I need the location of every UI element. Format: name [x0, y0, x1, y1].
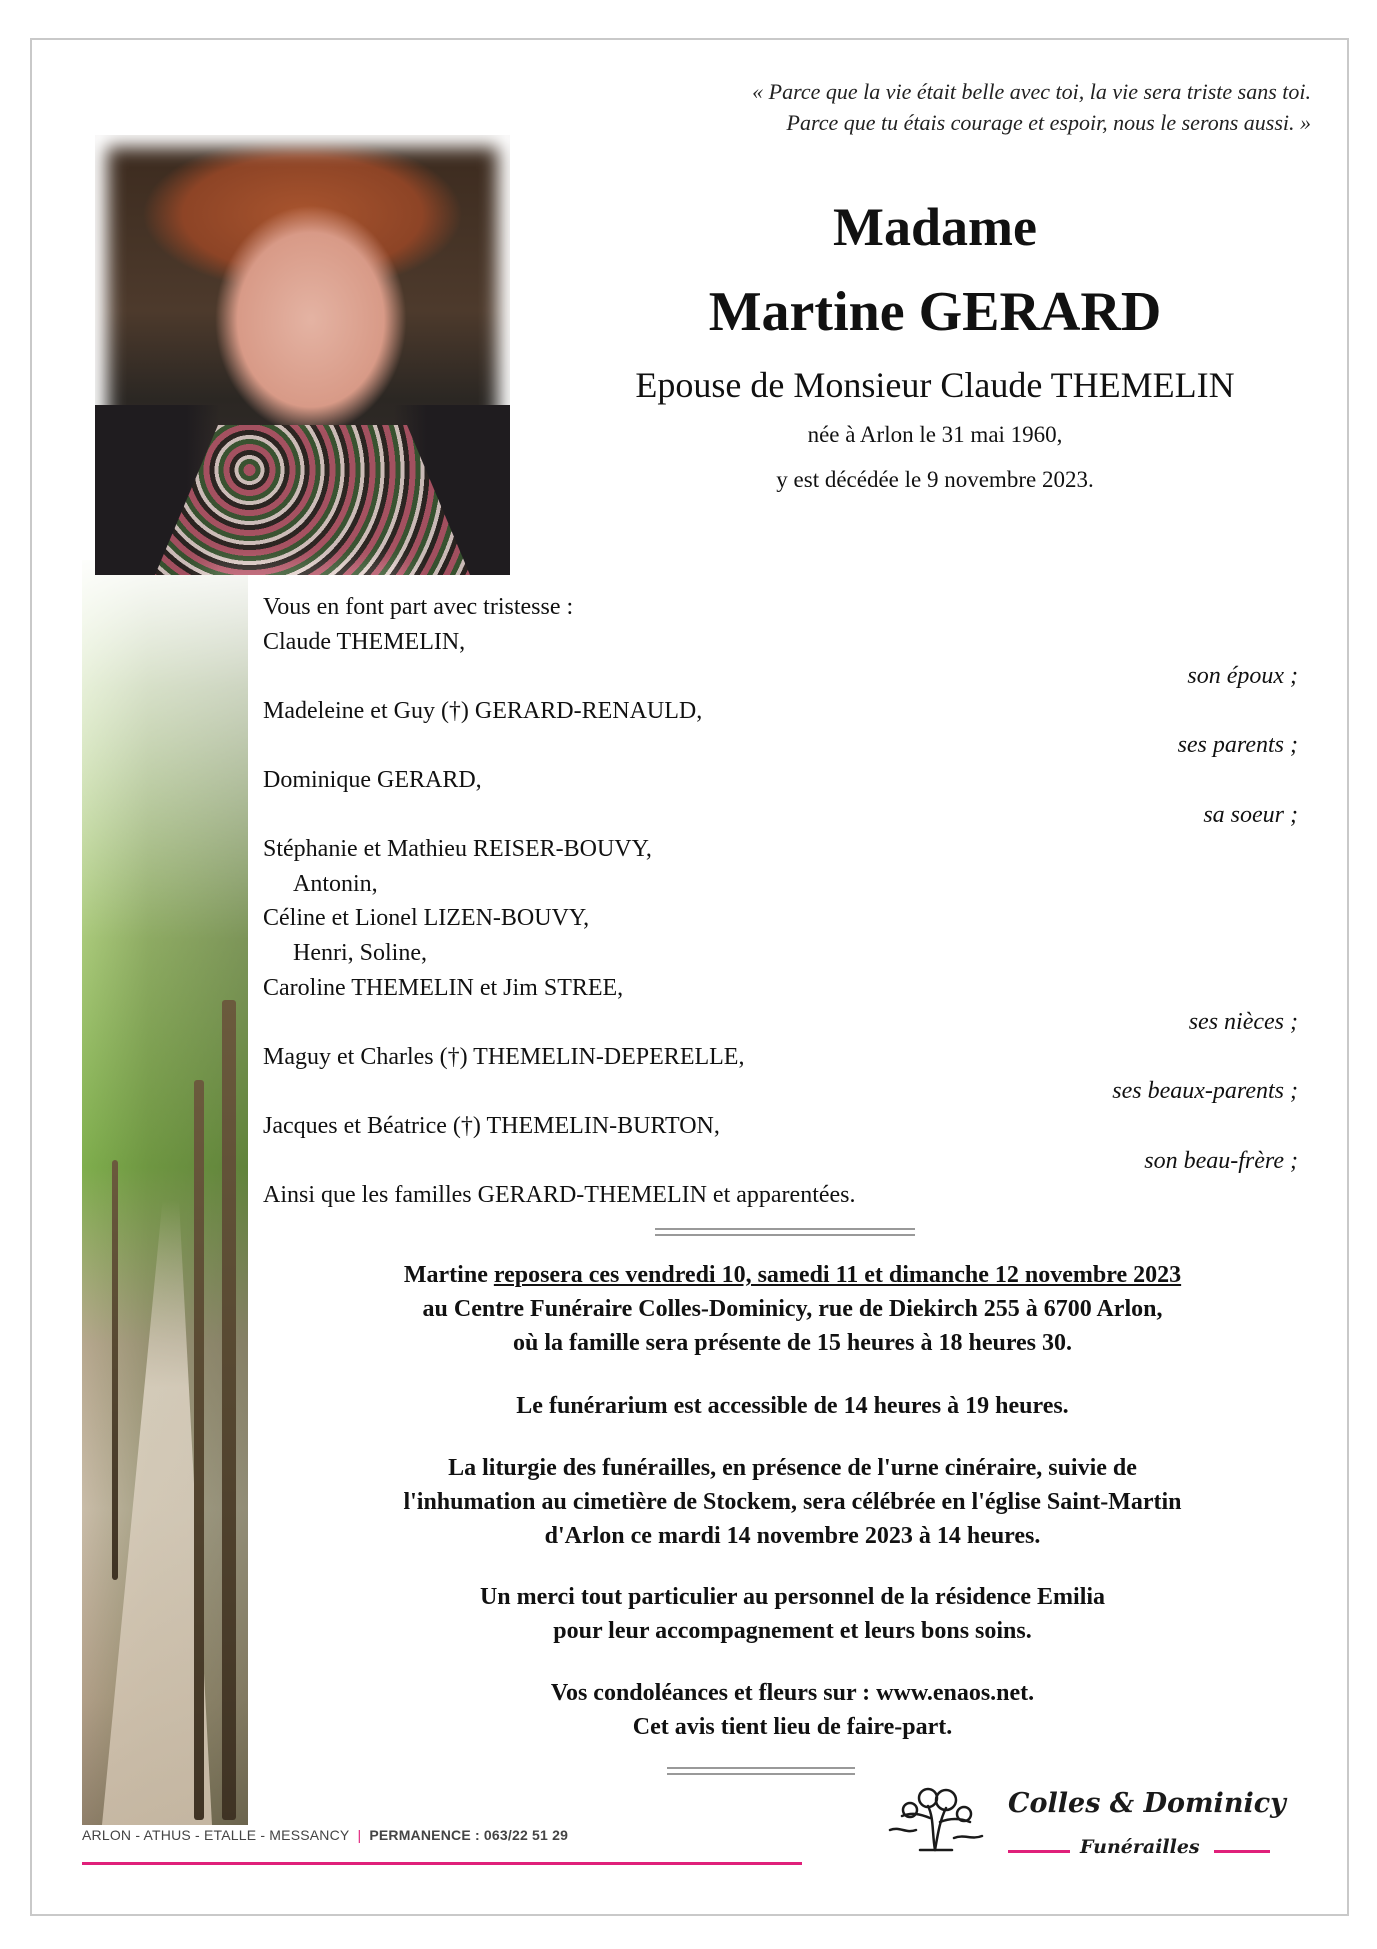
quote-line-1: « Parce que la vie était belle avec toi, la vie sera triste sans toi. [752, 79, 1311, 104]
forest-path-image [82, 560, 248, 1825]
logo-dash-right [1214, 1850, 1270, 1853]
liturgy-line-1: La liturgie des funérailles, en présence de l'urne cinéraire, suivie de [448, 1455, 1137, 1481]
family-relation: ses parents ; [1177, 732, 1298, 759]
liturgy-block [290, 1451, 1295, 1553]
spouse-line: Epouse de Monsieur Claude THEMELIN [635, 365, 1235, 405]
condolences-block [290, 1676, 1295, 1744]
liturgy-line-2: l'inhumation au cimetière de Stockem, sera célébrée en l'église Saint-Martin [403, 1489, 1182, 1515]
footer-locations: ARLON - ATHUS - ETALLE - MESSANCY [82, 1827, 350, 1843]
thanks-line-1: Un merci tout particulier au personnel de la résidence Emilia [479, 1584, 1106, 1610]
tree-logo-icon [880, 1778, 990, 1854]
family-relation: sa soeur ; [1203, 801, 1298, 828]
family-line: Stéphanie et Mathieu REISER-BOUVY, [263, 836, 652, 863]
separator-bottom [667, 1767, 855, 1775]
family-intro: Vous en font part avec tristesse : [263, 594, 574, 620]
death-line: y est décédée le 9 novembre 2023. [776, 467, 1094, 492]
footer-divider: | [357, 1827, 362, 1843]
family-line: Madeleine et Guy (†) GERARD-RENAULD, [263, 697, 703, 724]
family-line: Claude THEMELIN, [263, 628, 466, 655]
condolences-line-1: Vos condoléances et fleurs sur : www.enaos.net. [550, 1680, 1035, 1706]
family-line: Céline et Lionel LIZEN-BOUVY, [263, 905, 590, 932]
family-relation: ses nièces ; [1188, 1009, 1298, 1036]
family-line: Dominique GERARD, [263, 766, 482, 793]
salutation: Madame [833, 197, 1037, 257]
family-line: Jacques et Béatrice (†) THEMELIN-BURTON, [263, 1112, 720, 1139]
repose-hours: où la famille sera présente de 15 heures à 18 heures 30. [512, 1330, 1073, 1356]
birth-line: née à Arlon le 31 mai 1960, [807, 422, 1063, 447]
family-relation: son époux ; [1187, 663, 1298, 690]
footer-contact [82, 1827, 568, 1843]
repose-lead: Martine [403, 1262, 494, 1288]
deceased-name: Martine GERARD [708, 281, 1162, 343]
footer-permanence: PERMANENCE : 063/22 51 29 [369, 1827, 569, 1843]
repose-location: au Centre Funéraire Colles-Dominicy, rue de Diekirch 255 à 6700 Arlon, [422, 1296, 1163, 1322]
portrait-photo [95, 135, 510, 575]
funerarium-hours: Le funérarium est accessible de 14 heures à 19 heures. [516, 1393, 1069, 1419]
quote-line-2: Parce que tu étais courage et espoir, nous le serons aussi. » [786, 110, 1311, 135]
family-relation: son beau-frère ; [1144, 1147, 1298, 1174]
condolences-line-2: Cet avis tient lieu de faire-part. [632, 1714, 953, 1740]
footer-accent-line [82, 1862, 802, 1865]
separator-top [655, 1228, 915, 1236]
thanks-line-2: pour leur accompagnement et leurs bons soins. [553, 1618, 1032, 1644]
family-line: Maguy et Charles (†) THEMELIN-DEPERELLE, [263, 1043, 745, 1070]
logo-dash-left [1008, 1850, 1070, 1853]
family-line: Henri, Soline, [293, 939, 427, 966]
thanks-block [290, 1580, 1295, 1648]
repose-dates: reposera ces vendredi 10, samedi 11 et dimanche 12 novembre 2023 [493, 1262, 1182, 1288]
family-line: Antonin, [293, 870, 378, 897]
family-line: Ainsi que les familles GERARD-THEMELIN et apparentées. [263, 1182, 856, 1209]
repose-block [290, 1258, 1295, 1360]
family-line: Caroline THEMELIN et Jim STREE, [263, 974, 624, 1001]
logo-subtitle: Funérailles [1080, 1836, 1200, 1858]
family-relation: ses beaux-parents ; [1112, 1078, 1298, 1105]
logo-name: Colles & Dominicy [1008, 1788, 1286, 1819]
family-list [263, 590, 1298, 1213]
liturgy-line-3: d'Arlon ce mardi 14 novembre 2023 à 14 heures. [544, 1523, 1041, 1549]
epigraph-quote [752, 76, 1311, 138]
